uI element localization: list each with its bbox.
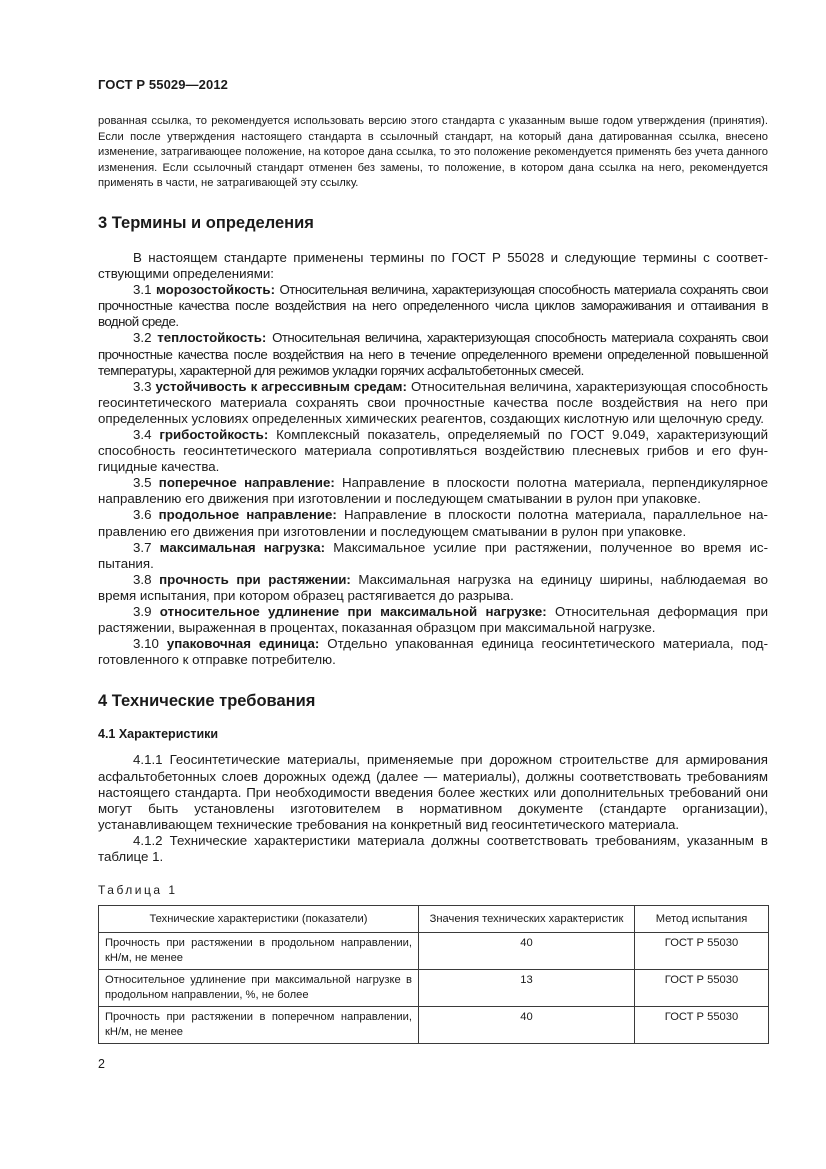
table-row [99, 1007, 769, 1044]
table-cell-method: ГОСТ Р 55030 [635, 933, 769, 970]
table-header-row [99, 906, 769, 933]
definition-3-4: 3.4 грибостойкость: Комплексный показатель, определяемый по ГОСТ 9.049, характеризующий способность геосинтетического материала сопротивляться воздействию плесневых грибов и его фунгицидные качества. [98, 427, 768, 475]
section-4-title: 4 Технические требования [98, 692, 316, 711]
intro-paragraph: рованная ссылка, то рекомендуется использовать версию этого стандарта с указанным выше годом утверждения (принятия). Если после утверждения настоящего стандарта в ссылочный стандарт, на который дана датированная ссылка, внесено изменение, затрагивающее положение, на которое дана ссылка, то это положение рекомендуется применять без учета данного изменения. Если ссылочный стандарт отменен без замены, то положение, в котором дана ссылка на него, рекомендуется применять в части, не затрагивающей эту ссылку. [98, 115, 768, 190]
definition-3-5: 3.5 поперечное направление: Направление в плоскости полотна материала, перпендикулярное направлению его движения при изготовлении и последующем сматывании в рулон при упаковке. [98, 475, 768, 507]
paragraph-4-1-1: 4.1.1 Геосинтетические материалы, применяемые при дорожном строительстве для армирования асфальтобетонных слоев дорожных одежд (далее — материалы), должны соответствовать требованиям настоящего стандарта. При необходимости введения более жестких или дополнительных требований они могут быть установлены изготовителем в нормативном документе (стандарте организации), устанавливающем технические требования на конкретный вид геосинтетического материала. [98, 752, 768, 832]
table-cell-value: 13 [419, 970, 635, 1007]
paragraph-4-1-2: 4.1.2 Технические характеристики материала должны соответствовать требованиям, указанным в таблице 1. [98, 832, 768, 864]
table-row [99, 970, 769, 1007]
table-cell-characteristic: Прочность при растяжении в продольном направлении, кН/м, не менее [99, 933, 419, 970]
table-cell-characteristic: Относительное удлинение при максимальной нагрузке в продольном направлении, %, не более [99, 970, 419, 1007]
table-caption: Таблица 1 [98, 883, 178, 898]
section-4-body [98, 752, 768, 865]
table-header-characteristics: Технические характеристики (показатели) [99, 906, 419, 933]
table-cell-value: 40 [419, 933, 635, 970]
table-cell-value: 40 [419, 1007, 635, 1044]
definition-3-1: 3.1 морозостойкость: Относительная величина, характеризующая способность материала сохранять свои прочностные качества после воздействия на него определенного числа циклов замораживания и оттаивания в водной среде. [98, 282, 768, 330]
page-number: 2 [98, 1057, 105, 1071]
definition-3-8: 3.8 прочность при растяжении: Максимальная нагрузка на единицу ширины, наблюдаемая во время испытания, при котором образец растягивается до разрыва. [98, 571, 768, 603]
table-cell-characteristic: Прочность при растяжении в поперечном направлении, кН/м, не менее [99, 1007, 419, 1044]
table-header-method: Метод испытания [635, 906, 769, 933]
table-row [99, 933, 769, 970]
section-3-intro: В настоящем стандарте применены термины по ГОСТ Р 55028 и следующие термины с соответствующими определениями: [98, 249, 768, 282]
page-content [98, 114, 768, 1044]
section-3-title: 3 Термины и определения [98, 213, 314, 232]
definition-3-9: 3.9 относительное удлинение при максимальной нагрузке: Относительная деформация при растяжении, выраженная в процентах, показанная образцом при максимальной нагрузке. [98, 604, 769, 636]
definition-3-10: 3.10 упаковочная единица: Отдельно упакованная единица геосинтетического материала, подготовленного к отправке потребителю. [98, 636, 768, 668]
table-cell-method: ГОСТ Р 55030 [635, 1007, 769, 1044]
document-code: ГОСТ Р 55029—2012 [98, 77, 228, 92]
table-cell-method: ГОСТ Р 55030 [635, 970, 769, 1007]
section-3-body [98, 250, 768, 668]
definition-3-6: 3.6 продольное направление: Направление в плоскости полотна материала, параллельное направлению его движения при изготовлении и последующем сматывании в рулон при упаковке. [98, 507, 768, 539]
characteristics-table [98, 905, 769, 1044]
definition-3-3: 3.3 устойчивость к агрессивным средам: Относительная величина, характеризующая способность геосинтетического материала сохранять свои прочностные качества после воздействия на него при определенных условиях определенных химических реагентов, создающих кислотную или щелочную среду. [98, 378, 768, 426]
definition-3-7: 3.7 максимальная нагрузка: Максимальное усилие при растяжении, полученное во время испытания. [98, 539, 768, 571]
definition-3-2: 3.2 теплостойкость: Относительная величина, характеризующая способность материала сохранять свои прочностные качества после воздействия на него в течение определенного времени определенной повышенной температуры, характерной для режимов укладки горячих асфальтобетонных смесей. [98, 330, 768, 378]
table-header-values: Значения технических характеристик [419, 906, 635, 933]
subsection-4-1-title: 4.1 Характеристики [98, 727, 219, 742]
